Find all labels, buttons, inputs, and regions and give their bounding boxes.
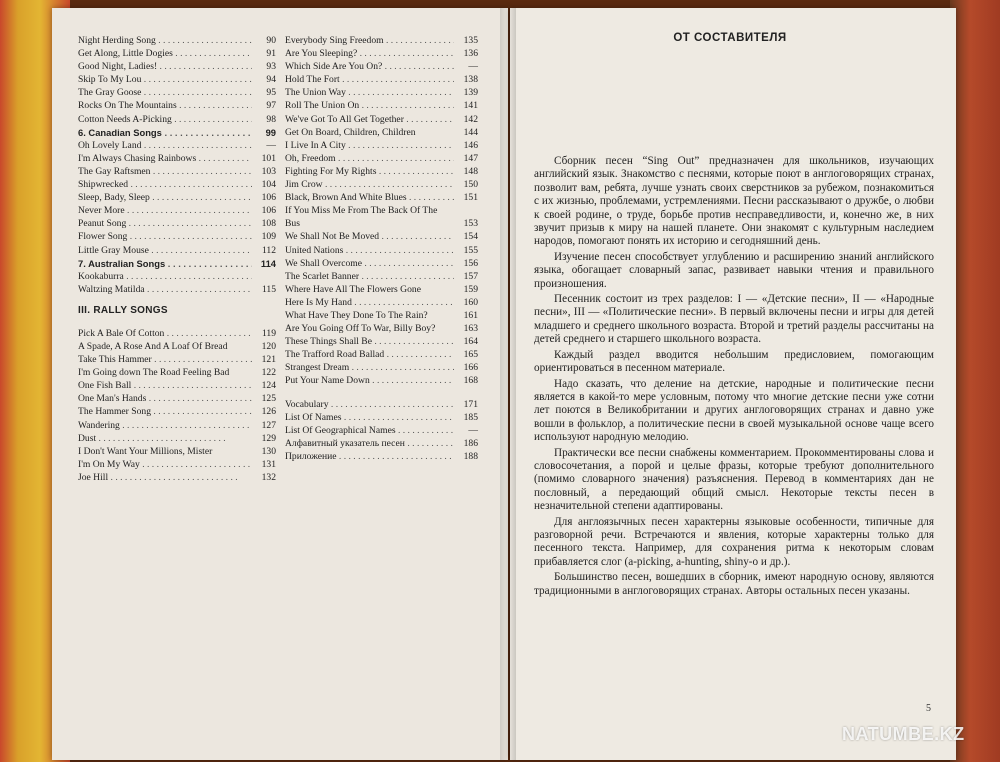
toc-entry-title: Flower Song . . . xyxy=(78,230,252,243)
toc-entry xyxy=(285,322,478,335)
toc-entry xyxy=(285,411,478,424)
toc-entry-page: 127 xyxy=(261,419,276,431)
toc-entry xyxy=(78,178,276,191)
toc-entry xyxy=(78,445,276,458)
toc-entry-page: 157 xyxy=(463,270,478,282)
toc-entry-page: 97 xyxy=(266,100,276,112)
toc-entry xyxy=(285,152,478,165)
toc-entry-title: Night Herding Song . . . xyxy=(78,34,252,47)
toc-entry-page: 94 xyxy=(266,74,276,86)
toc-entry-page: 103 xyxy=(261,165,276,177)
toc-entry-page: 91 xyxy=(266,48,276,60)
toc-entry xyxy=(285,450,478,463)
preface-paragraph: Каждый раздел вводится небольшим предисловием, помогающим ориентироваться в песенном материале. xyxy=(534,348,934,375)
toc-entry-page: 186 xyxy=(463,437,478,449)
preface-paragraph: Большинство песен, вошедших в сборник, имеют народную основу, являются традиционными в англоговорящих странах. Авторы остальных песен указаны. xyxy=(534,571,934,597)
toc-entry-page: 126 xyxy=(261,406,276,418)
toc-entry-page: 120 xyxy=(261,340,276,352)
toc-entry-title: Where Have All The Flowers Gone xyxy=(285,283,421,295)
toc-entry-page: 108 xyxy=(261,218,276,230)
toc-entry xyxy=(285,309,478,322)
toc-entry-page: 161 xyxy=(463,309,478,321)
toc-entry-page: 154 xyxy=(463,231,478,243)
toc-entry-title: Приложение . . . xyxy=(285,450,454,463)
toc-entry xyxy=(78,432,276,445)
toc-entry xyxy=(285,424,478,437)
toc-entry-page: 101 xyxy=(261,152,276,164)
preface-paragraph: Песенник состоит из трех разделов: I — «Детские песни», II — «Народные песни», III — «Политические песни». В первый включены песни и игры для детей младшего и среднего школьного возраста. Второй и третий разделы рассчитаны на детей среднего и старшего школьного возраста. xyxy=(534,293,934,346)
toc-column-2 xyxy=(285,34,478,463)
toc-entry-page: 139 xyxy=(463,87,478,99)
toc-entry-page: 185 xyxy=(463,411,478,423)
toc-entry xyxy=(285,191,478,204)
toc-entry-title: I Live In A City . . . xyxy=(285,139,454,152)
toc-entry xyxy=(78,47,276,60)
toc-entry-page: 106 xyxy=(261,205,276,217)
toc-entry-page: 131 xyxy=(261,458,276,470)
book-cover-edge-right xyxy=(950,0,1000,762)
watermark: NATUMBE.KZ xyxy=(842,724,965,744)
toc-entry-title: I'm Going down The Road Feeling Bad xyxy=(78,367,230,379)
toc-entry-title: Oh, Freedom . . . xyxy=(285,152,454,165)
toc-entry-page: 122 xyxy=(261,367,276,379)
toc-entry-page: 142 xyxy=(463,113,478,125)
toc-entry xyxy=(78,60,276,73)
toc-entry-page: 166 xyxy=(463,362,478,374)
toc-entry-title: I Don't Want Your Millions, Mister xyxy=(78,445,213,457)
toc-entry xyxy=(78,139,276,152)
toc-entry-title: Are You Sleeping? . . . xyxy=(285,47,454,60)
toc-entry-title: We've Got To All Get Together . . . xyxy=(285,113,454,126)
toc-entry-page: 125 xyxy=(261,393,276,405)
toc-entry-title: Kookaburra . . . xyxy=(78,270,252,283)
toc-entry xyxy=(78,244,276,257)
toc-entry-title: One Fish Ball . . . xyxy=(78,379,252,392)
toc-entry-title: Are You Going Off To War, Billy Boy? xyxy=(285,323,436,335)
toc-entry-page: 130 xyxy=(261,445,276,457)
toc-entry-title: Little Gray Mouse . . . xyxy=(78,244,252,257)
toc-entry-title: Shipwrecked . . . xyxy=(78,178,252,191)
toc-entry-title: I'm Always Chasing Rainbows . . . xyxy=(78,152,252,165)
toc-entry xyxy=(78,270,276,283)
toc-entry xyxy=(285,113,478,126)
toc-entry-page: 150 xyxy=(463,179,478,191)
toc-entry xyxy=(78,283,276,296)
toc-entry-title: Roll The Union On . . . xyxy=(285,99,454,112)
toc-entry-page: 188 xyxy=(463,450,478,462)
preface-paragraph: Изучение песен способствует углублению и расширению знаний английского языка, обогащает словарный запас, развивает навыки чтения и правильного произношения. xyxy=(534,250,934,290)
toc-entry xyxy=(78,392,276,405)
toc-entry-title: Hold The Fort . . . xyxy=(285,73,454,86)
toc-entry-page: 93 xyxy=(266,61,276,73)
section-title-rally-songs: III. RALLY SONGS xyxy=(78,304,168,316)
toc-entry-title: Skip To My Lou . . . xyxy=(78,73,252,86)
toc-entry xyxy=(78,204,276,217)
toc-entry-title: Vocabulary . . . xyxy=(285,398,454,411)
toc-entry-page: 153 xyxy=(463,218,478,230)
toc-entry xyxy=(285,165,478,178)
toc-entry-page: 121 xyxy=(261,354,276,366)
toc-entry-page: 136 xyxy=(463,48,478,60)
toc-entry-title: Good Night, Ladies! . . . xyxy=(78,60,252,73)
toc-entry xyxy=(285,374,478,387)
toc-entry-title: Joe Hill . . . xyxy=(78,471,252,484)
toc-entry-page: 163 xyxy=(463,323,478,335)
toc-entry xyxy=(285,230,478,243)
toc-entry-title: Black, Brown And White Blues . . . xyxy=(285,191,454,204)
toc-entry xyxy=(285,270,478,283)
toc-entry-title: List Of Names . . . xyxy=(285,411,454,424)
toc-entry-title: Everybody Sing Freedom . . . xyxy=(285,34,454,47)
toc-entry-page: 112 xyxy=(261,244,276,256)
toc-entry xyxy=(285,60,478,73)
toc-entry-page: 156 xyxy=(463,257,478,269)
toc-entry-title: The Scarlet Banner . . . xyxy=(285,270,454,283)
toc-entry xyxy=(285,398,478,411)
toc-entry-title: Pick A Bale Of Cotton . . . xyxy=(78,327,252,340)
toc-entry-page: — xyxy=(468,61,478,73)
toc-entry-page: 124 xyxy=(261,380,276,392)
toc-section-heading xyxy=(78,126,276,139)
toc-entry-page: 141 xyxy=(463,100,478,112)
toc-entry-title: Peanut Song . . . xyxy=(78,217,252,230)
toc-entry-title: List Of Geographical Names . . . xyxy=(285,424,454,437)
toc-entry-page: 129 xyxy=(261,432,276,444)
toc-entry xyxy=(78,99,276,112)
toc-entry-page: 115 xyxy=(261,283,276,295)
toc-entry xyxy=(285,99,478,112)
toc-entry-title: Jim Crow . . . xyxy=(285,178,454,191)
preface-paragraph: Практически все песни снабжены комментарием. Прокомментированы слова и словосочетания, а порой и целые фразы, которые требуют дополнительного (помимо словарного значения) разъяснения. Перевод в комментариях дан не пословный, а передающий общий смысл. Некоторые тексты песен в незначительной степени адаптированы. xyxy=(534,446,934,513)
toc-entry-page: 98 xyxy=(266,113,276,125)
toc-entry-page: 168 xyxy=(463,375,478,387)
toc-entry xyxy=(78,379,276,392)
toc-entry-page: 114 xyxy=(260,257,276,269)
toc-entry xyxy=(78,165,276,178)
toc-entry xyxy=(285,204,478,230)
toc-entry-title: The Gay Raftsmen . . . xyxy=(78,165,252,178)
toc-entry-title: Dust . . . xyxy=(78,432,252,445)
toc-entry-page: 151 xyxy=(463,192,478,204)
toc-entry-page: 104 xyxy=(261,179,276,191)
toc-entry-title: 6. Canadian Songs . . . xyxy=(78,126,252,139)
toc-entry-page: 165 xyxy=(463,349,478,361)
toc-entry-title: The Hammer Song . . . xyxy=(78,405,252,418)
toc-entry-title: Cotton Needs A-Picking . . . xyxy=(78,113,252,126)
preface-paragraph: Надо сказать, что деление на детские, народные и политические песни является в какой-то мере условным, потому что многие детские песни уже сотни лет поются в Великобритании и других англоговорящих странах и давно уже вошли в фольклор, а политические песни в своей музыкальной основе чаще всего используют народную мелодию. xyxy=(534,377,934,444)
toc-entry-title: Wandering . . . xyxy=(78,419,252,432)
toc-entry-page: — xyxy=(468,424,478,436)
toc-entry xyxy=(78,191,276,204)
toc-entry-title: Put Your Name Down . . . xyxy=(285,374,454,387)
toc-entry-page: 147 xyxy=(463,152,478,164)
toc-entry-page: 95 xyxy=(266,87,276,99)
toc-entry-page: 164 xyxy=(463,336,478,348)
toc-entry-page: 106 xyxy=(261,192,276,204)
toc-entry-title: Get On Board, Children, Children xyxy=(285,126,416,138)
toc-entry-title: Sleep, Bady, Sleep . . . xyxy=(78,191,252,204)
toc-entry-title: Take This Hammer . . . xyxy=(78,353,252,366)
toc-entry xyxy=(78,113,276,126)
toc-entry-title: 7. Australian Songs . . . xyxy=(78,257,252,270)
toc-entry-page: — xyxy=(266,139,276,151)
preface-body xyxy=(534,155,934,600)
toc-entry-title: United Nations . . . xyxy=(285,244,454,257)
toc-entry-page: 171 xyxy=(463,398,478,410)
toc-entry-page: 90 xyxy=(266,35,276,46)
toc-entry-title: Алфавитный указатель песен . . . xyxy=(285,437,454,450)
toc-entry xyxy=(285,34,478,47)
toc-entry xyxy=(78,366,276,379)
toc-entry-title: We Shall Overcome . . . xyxy=(285,257,454,270)
toc-entry-page: 109 xyxy=(261,231,276,243)
book-spine xyxy=(500,8,516,760)
toc-entry-page: 148 xyxy=(463,165,478,177)
toc-entry-title: Strangest Dream . . . xyxy=(285,361,454,374)
toc-entry xyxy=(285,283,478,296)
toc-entry-title: If You Miss Me From The Back Of The Bus xyxy=(285,205,438,230)
toc-entry xyxy=(285,126,478,139)
toc-entry xyxy=(285,139,478,152)
toc-entry-title: Waltzing Matilda . . . xyxy=(78,283,252,296)
toc-entry-page: 132 xyxy=(261,471,276,483)
toc-entry-page: 159 xyxy=(463,283,478,295)
toc-entry xyxy=(285,348,478,361)
toc-entry-page: 135 xyxy=(463,35,478,46)
toc-entry xyxy=(285,47,478,60)
toc-entry xyxy=(285,178,478,191)
toc-entry-page: 144 xyxy=(463,126,478,138)
toc-entry-title: Never More . . . xyxy=(78,204,252,217)
toc-entry xyxy=(78,419,276,432)
toc-section-heading xyxy=(78,257,276,270)
toc-entry-title: The Union Way . . . xyxy=(285,86,454,99)
toc-entry xyxy=(285,361,478,374)
toc-entry xyxy=(285,437,478,450)
toc-entry xyxy=(285,86,478,99)
toc-entry xyxy=(78,458,276,471)
toc-entry xyxy=(285,335,478,348)
toc-entry-page: 160 xyxy=(463,296,478,308)
toc-entry xyxy=(78,353,276,366)
toc-entry-page: 155 xyxy=(463,244,478,256)
toc-entry-title: I'm On My Way . . . xyxy=(78,458,252,471)
preface-paragraph: Сборник песен “Sing Out” предназначен для школьников, изучающих английский язык. Знакомство с песнями, которые поют в англоговорящих странах, позволит вам, ребята, лучше узнать своих сверстников за рубежом, познакомиться с их жизнью, проблемами, устремлениями. Песни рассказывают о дружбе, о любви к своей родине, о труде, борьбе против несправедливости, и, конечно же, в них звучит призыв к миру на нашей планете. Они знакомят с культурным наследием народов, помогают понять их историю и сегодняшний день. xyxy=(534,155,934,248)
page-title: ОТ СОСТАВИТЕЛЯ xyxy=(673,32,787,44)
toc-entry xyxy=(78,152,276,165)
toc-entry-title: These Things Shall Be . . . xyxy=(285,335,454,348)
toc-entry-title: Fighting For My Rights . . . xyxy=(285,165,454,178)
toc-entry xyxy=(78,86,276,99)
toc-entry xyxy=(78,405,276,418)
toc-entry-title: Oh Lovely Land . . . xyxy=(78,139,252,152)
toc-entry-title: Which Side Are You On? . . . xyxy=(285,60,454,73)
toc-entry xyxy=(285,73,478,86)
toc-entry-title: One Man's Hands . . . xyxy=(78,392,252,405)
toc-entry-title: Here Is My Hand . . . xyxy=(285,296,454,309)
toc-entry-title: Get Along, Little Dogies . . . xyxy=(78,47,252,60)
toc-column-1 xyxy=(78,34,276,484)
toc-entry xyxy=(78,73,276,86)
toc-entry-title: The Trafford Road Ballad . . . xyxy=(285,348,454,361)
toc-entry-page: 146 xyxy=(463,139,478,151)
toc-entry xyxy=(285,244,478,257)
toc-entry xyxy=(78,471,276,484)
toc-entry xyxy=(78,340,276,353)
toc-entry-title: The Gray Goose . . . xyxy=(78,86,252,99)
toc-entry xyxy=(78,327,276,340)
toc-entry-page: 99 xyxy=(265,126,276,138)
toc-entry-title: A Spade, A Rose And A Loaf Of Bread xyxy=(78,340,228,352)
preface-paragraph: Для англоязычных песен характерны языковые особенности, типичные для разговорной речи. Встречаются и явления, которые характерны только для песенного текста. Например, для сохранения ритма к некоторым словам прибавляется слог (a-picking, a-hunting, shiny-o и др.). xyxy=(534,515,934,568)
toc-entry xyxy=(285,296,478,309)
toc-entry xyxy=(78,230,276,243)
toc-entry-title: What Have They Done To The Rain? xyxy=(285,309,428,321)
toc-entry xyxy=(78,34,276,47)
toc-entry-page: 119 xyxy=(261,327,276,339)
toc-entry-title: We Shall Not Be Moved . . . xyxy=(285,230,454,243)
toc-entry xyxy=(78,217,276,230)
page-number: 5 xyxy=(926,703,931,714)
toc-entry xyxy=(285,257,478,270)
toc-entry-title: Rocks On The Mountains . . . xyxy=(78,99,252,112)
toc-entry-page: 138 xyxy=(463,74,478,86)
